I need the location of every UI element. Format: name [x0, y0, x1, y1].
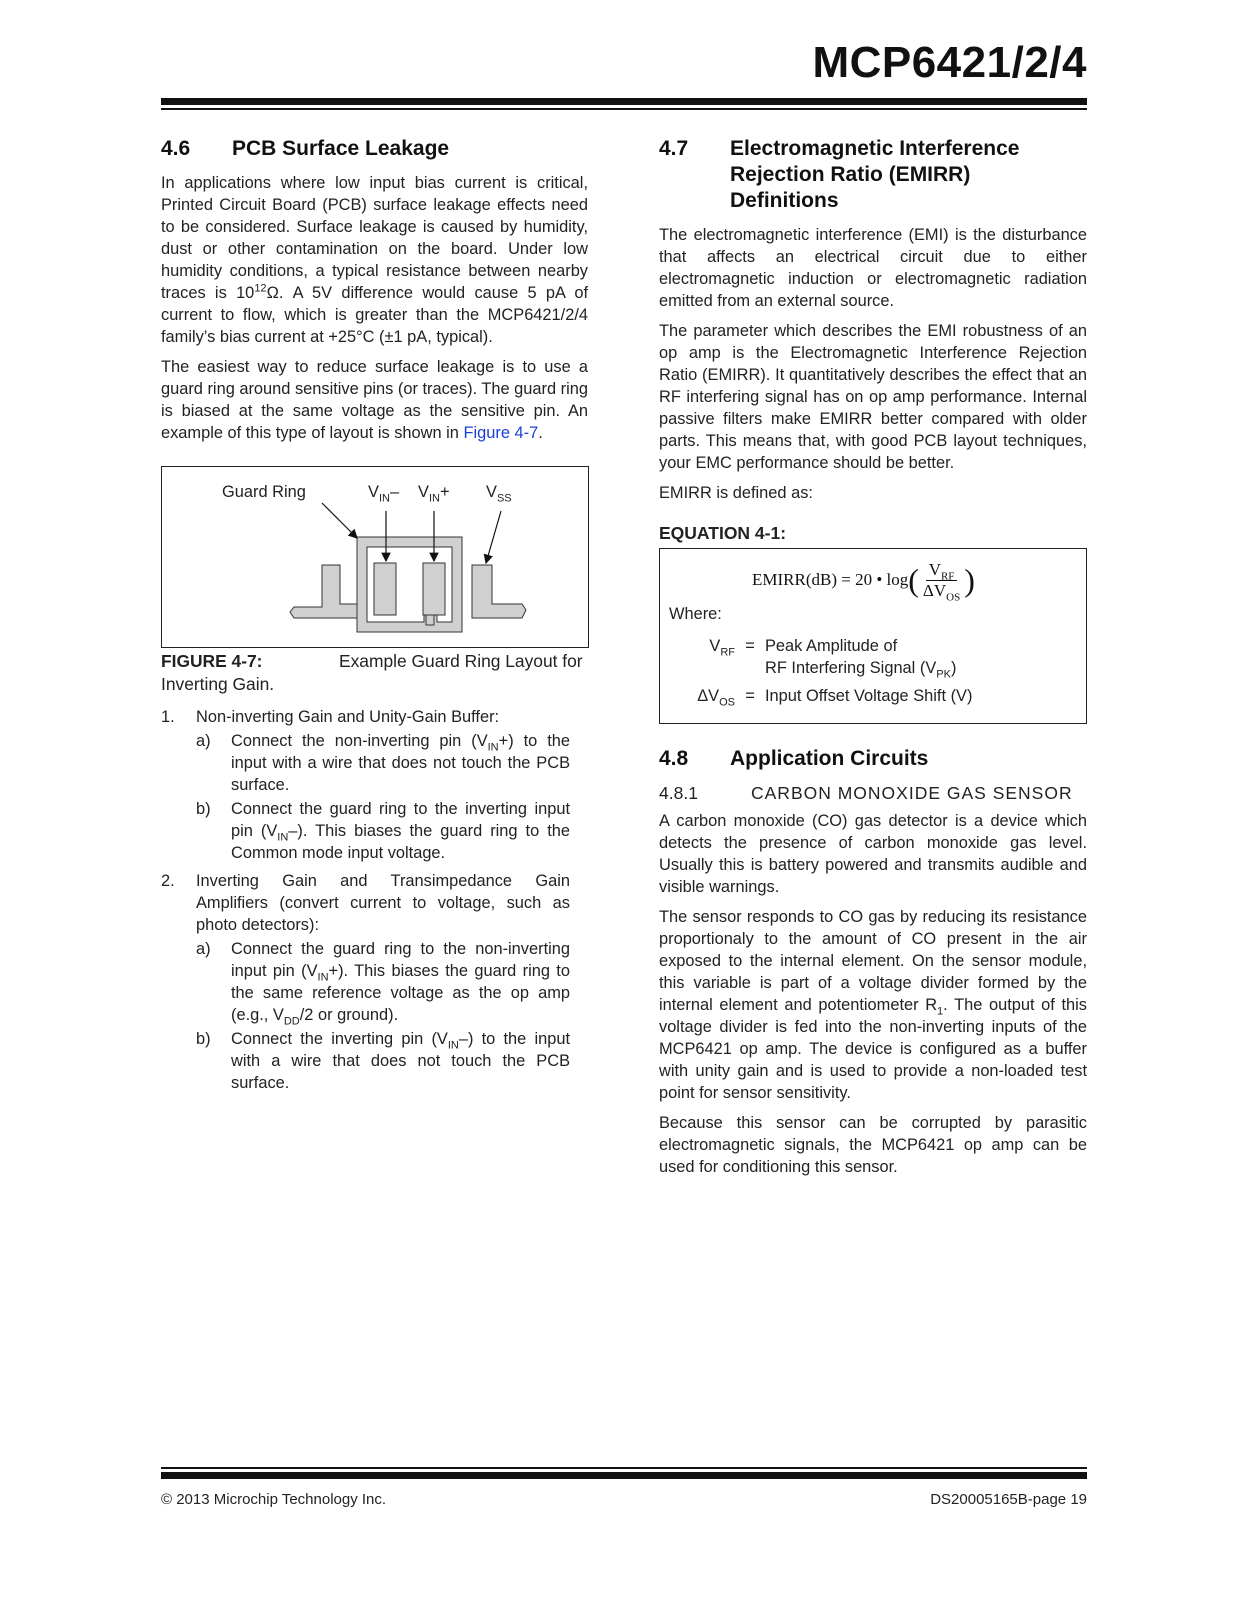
subsection-number: 4.8.1: [659, 783, 698, 803]
list-item: 1. Non-inverting Gain and Unity-Gain Buffer: a) Connect the non-inverting pin $(V_{IN}+)$ to the input with a wire that does not touch the PCB surface. b) Connect the guard ring to the inverting input pin $(V_{IN}-)$. This biases the guard ring to the Common mode input voltage.: [161, 708, 570, 862]
guard-ring-steps: [161, 706, 588, 1096]
paragraph-sensor-response: The sensor responds to CO gas by reducing its resistance proportionaly to the amount of CO present in the air exposed to the internal element. On the sensor module, this variable is part of a voltage divider formed by the internal element and potentiometer $R_1$. The output of this voltage divider is fed into the non-inverting inputs of the MCP6421 op amp. The device is configured as a buffer with unity gain and is used to provide a non-loaded test point for sensor sensitivity.: [659, 908, 1087, 1102]
paragraph-sensor-conditioning: Because this sensor can be corrupted by parasitic electromagnetic signals, the MCP6421 op amp can be used for conditioning this sensor.: [659, 1114, 1087, 1176]
figure-caption-text: Example Guard Ring Layout for Inverting Gain.: [161, 651, 583, 694]
header-rule-thin: [161, 108, 1087, 110]
label-vin-plus: $V_{IN}+$: [418, 483, 450, 505]
list-item: a) Connect the non-inverting pin $(V_{IN}+)$ to the input with a wire that does not touch the PCB surface.: [196, 732, 570, 794]
section-4-8-1-heading: [659, 782, 1087, 804]
section-4-8-heading: [659, 746, 1087, 772]
subsection-title: CARBON MONOXIDE GAS SENSOR: [751, 783, 1073, 803]
where-label: Where:: [669, 605, 722, 623]
paragraph-emi-definition: The electromagnetic interference (EMI) is the disturbance that affects an electrical circuit due to either electromagnetic induction or electromagnetic radiation emitted from an external source.: [659, 226, 1087, 310]
right-column: [659, 136, 1087, 1186]
paragraph-emirr-description: The parameter which describes the EMI robustness of an op amp is the Electromagnetic Interference Rejection Ratio (EMIRR). It quantitatively describes the effect that an RF interfering signal has on op amp performance. Internal passive filters make EMIRR better compared with older parts. This means that, with good PCB layout techniques, your EMC performance should be better.: [659, 322, 1087, 472]
label-vss: $V_{SS}$: [486, 483, 512, 505]
definition-dvos: $\Delta V_{OS}$ = Input Offset Voltage Shift (V): [697, 687, 973, 709]
footer-rule-thin: [161, 1467, 1087, 1469]
header-rule-thick: [161, 98, 1087, 105]
left-column: [161, 136, 588, 1100]
figure-caption: [161, 650, 588, 696]
paragraph-surface-leakage: In applications where low input bias current is critical, Printed Circuit Board (PCB) surface leakage effects need to be considered. Surface leakage is caused by humidity, dust or other contamination on the board. Under low humidity conditions, a typical resistance between nearby traces is $10^{12}\Omega$. A 5V difference would cause 5 pA of current to flow, which is greater than the MCP6421/2/4 family’s bias current at +25°C (±1 pA, typical).: [161, 174, 589, 346]
section-number: 4.8: [659, 747, 689, 770]
section-4-6-heading: [161, 136, 588, 162]
paragraph-emirr-defined: EMIRR is defined as:: [659, 484, 813, 502]
formula-fraction: $\frac{V_{RF}}{\Delta V_{OS}}$: [922, 559, 961, 603]
section-4-7-heading: [659, 136, 1087, 214]
list-item: b) Connect the guard ring to the inverting input pin $(V_{IN}-)$. This biases the guard ring to the Common mode input voltage.: [196, 800, 570, 862]
figure-4-7-link[interactable]: Figure 4-7: [463, 424, 539, 442]
list-item: b) Connect the inverting pin $(V_{IN}-)$ to the input with a wire that does not touch the PCB surface.: [196, 1030, 570, 1092]
document-title: MCP6421/2/4: [812, 38, 1087, 87]
label-guard-ring: Guard Ring: [222, 483, 306, 501]
equation-label: EQUATION 4-1:: [659, 523, 787, 543]
figure-number: FIGURE 4-7:: [161, 651, 263, 671]
guard-ring-figure: [161, 466, 589, 648]
footer-rule-thick: [161, 1472, 1087, 1479]
emirr-formula: EMIRR(dB) = 20 • log ( $\frac{V_{RF}}{\Delta V_{OS}}$ ): [752, 559, 975, 603]
paragraph-guard-ring: The easiest way to reduce surface leakage is to use a guard ring around sensitive pins (or traces). The guard ring is biased at the same voltage as the sensitive pin. An example of this type of layout is shown in Figure 4-7.: [161, 358, 588, 442]
label-vin-minus: $V_{IN}-$: [368, 483, 400, 505]
section-title: Electromagnetic Interference Rejection Ratio (EMIRR) Definitions: [730, 137, 1020, 212]
equation-box: [659, 548, 1087, 724]
section-number: 4.6: [161, 137, 191, 160]
list-item: 2. Inverting Gain and Transimpedance Gain Amplifiers (convert current to voltage, such as photo detectors): a) Connect the guard ring to the non-inverting input pin $(V_{IN}+)$. This biases the guard ring to the same reference voltage as the op amp (e.g., $V_{DD}/2$ or ground). b) Connect the inverting pin $(V_{IN}-)$ to the input with a wire that does not touch the PCB surface.: [161, 872, 570, 1092]
copyright-notice: © 2013 Microchip Technology Inc.: [161, 1491, 387, 1508]
section-title: PCB Surface Leakage: [232, 137, 450, 160]
section-number: 4.7: [659, 137, 689, 160]
definition-vrf: $V_{RF}$ = Peak Amplitude of RF Interfering Signal $(V_{PK})$: [709, 637, 957, 681]
paragraph-co-detector: A carbon monoxide (CO) gas detector is a device which detects the presence of carbon monoxide gas level. Usually this is battery powered and transmits audible and visible warnings.: [659, 812, 1087, 896]
list-item: a) Connect the guard ring to the non-inverting input pin $(V_{IN}+)$. This biases the guard ring to the same reference voltage as the op amp (e.g., $V_{DD}/2$ or ground).: [196, 940, 570, 1028]
section-title: Application Circuits: [730, 747, 929, 770]
guard-ring-layout-drawing: [162, 467, 588, 647]
page-number: DS20005165B-page 19: [930, 1491, 1087, 1508]
